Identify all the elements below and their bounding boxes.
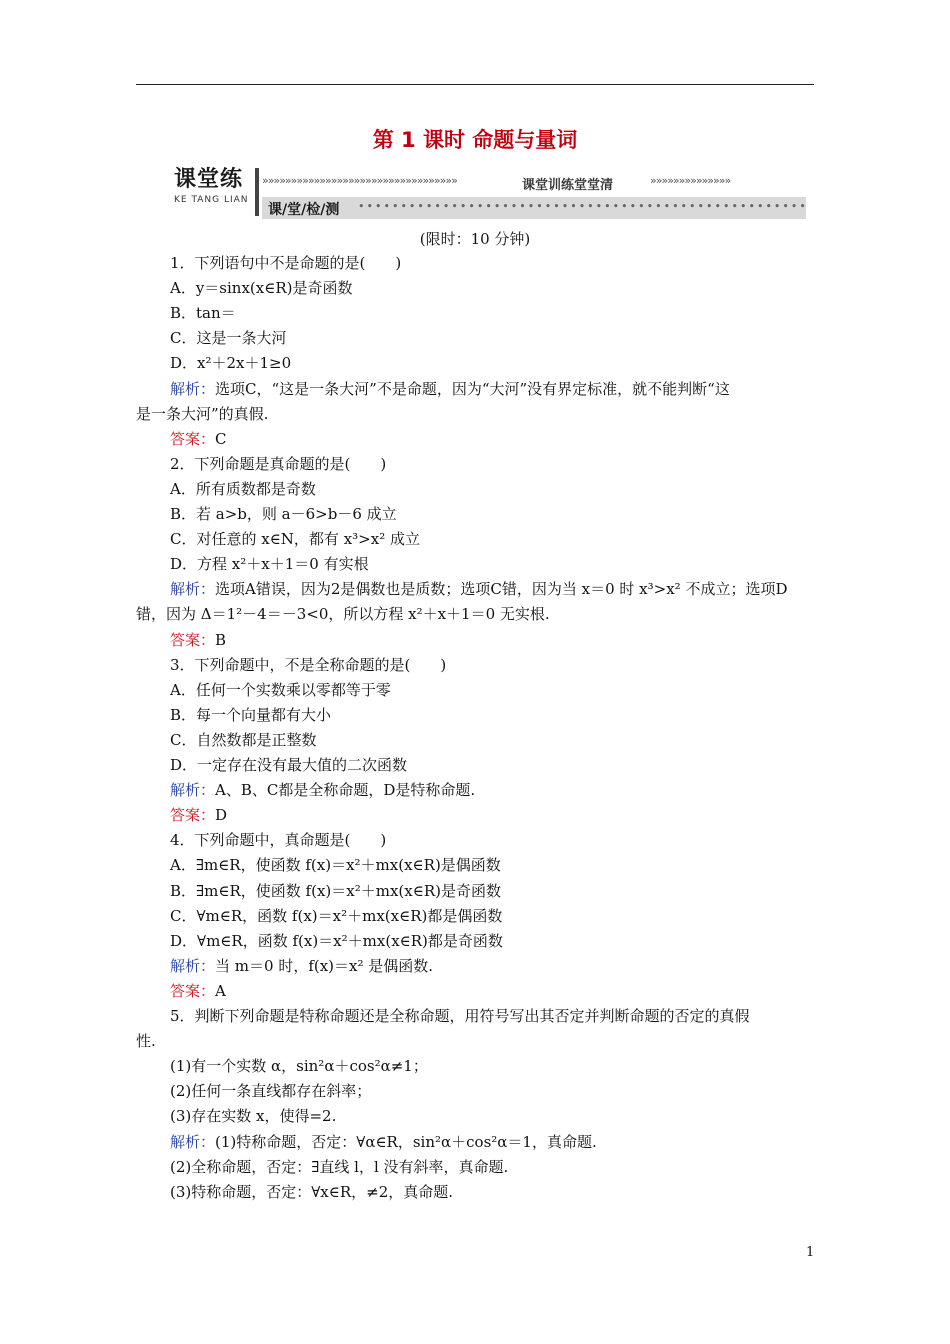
line-text: D．x²＋2x＋1≥0 (170, 354, 292, 373)
line-text: B．∃m∈R，使函数 f(x)＝x²＋mx(x∈R)是奇函数 (170, 881, 501, 900)
time-limit: (限时：10 分钟) (419, 230, 531, 248)
answer-line (170, 429, 227, 449)
answer-label: 答案： (170, 806, 216, 825)
line-text: A．任何一个实数乘以零都等于零 (170, 680, 391, 699)
text-line (170, 755, 407, 775)
answer-label: 答案： (170, 429, 216, 448)
line-text: 5．判断下列命题是特称命题还是全称命题，用符号写出其否定并判断命题的否定的真假 (170, 1007, 750, 1025)
arrow-decoration: »»»»»»»»»»»»»»»»»»»»»»»»»»»»»»»»»» (262, 174, 457, 187)
analysis-line (170, 579, 788, 599)
line-text: A (215, 981, 226, 1000)
line-text: 当 m＝0 时，f(x)＝x² 是偶函数. (215, 956, 434, 975)
line-text: 1．下列语句中不是命题的是( ) (170, 254, 402, 272)
analysis-label: 解析： (170, 1132, 216, 1151)
banner-badge (136, 160, 254, 220)
banner-divider (255, 168, 259, 216)
text-line (170, 730, 316, 750)
line-text: C (215, 429, 227, 448)
page-title: 第 1 课时 命题与量词 (372, 128, 578, 152)
text-line (170, 504, 397, 524)
text-line (136, 604, 550, 624)
text-line (136, 404, 268, 424)
analysis-line (170, 956, 433, 976)
line-text: A．y＝sinx(x∈R)是奇函数 (170, 279, 353, 298)
text-line (170, 855, 501, 875)
answer-line (170, 805, 227, 825)
header-rule (136, 84, 814, 85)
line-text: 3．下列命题中，不是全称命题的是( ) (170, 655, 447, 674)
text-line (136, 1031, 156, 1051)
answer-line (170, 630, 226, 650)
line-text: 是一条大河”的真假. (136, 404, 269, 423)
text-line (170, 705, 331, 725)
line-text: D．∀m∈R，函数 f(x)＝x²＋mx(x∈R)都是奇函数 (170, 931, 503, 950)
text-line (170, 1006, 750, 1026)
dot-decoration: ••••••••••••••••••••••••••••••••••••••••••••••••••••• (358, 200, 808, 213)
line-text: 2．下列命题是真命题的是( ) (170, 454, 387, 473)
line-text: (2)全称命题，否定：∃直线 l，l 没有斜率，真命题. (170, 1157, 509, 1176)
text-line (170, 906, 502, 926)
text-line (170, 479, 316, 499)
answer-label: 答案： (170, 981, 216, 1000)
line-text: 性. (136, 1032, 156, 1051)
line-text: (3)存在实数 x，使得=2. (170, 1107, 337, 1126)
line-text: (1)特称命题，否定：∀α∈R，sin²α＋cos²α＝1，真命题. (215, 1132, 597, 1151)
text-line (170, 680, 391, 700)
line-text: D．方程 x²＋x＋1＝0 有实根 (170, 555, 369, 574)
line-text: C．对任意的 x∈N，都有 x³>x² 成立 (170, 530, 420, 549)
analysis-line (170, 1132, 597, 1152)
line-text: 错，因为 Δ＝1²－4＝－3<0，所以方程 x²＋x＋1＝0 无实根. (136, 605, 550, 624)
text-line (170, 1157, 508, 1177)
text-line (170, 1081, 371, 1101)
line-text: (1)有一个实数 α，sin²α＋cos²α≠1； (170, 1057, 428, 1076)
line-text: B．每一个向量都有大小 (170, 705, 332, 724)
answer-label: 答案： (170, 630, 216, 649)
analysis-label: 解析： (170, 781, 216, 800)
text-line (170, 554, 369, 574)
text-line (170, 328, 286, 348)
text-line (170, 253, 401, 273)
analysis-line (170, 780, 475, 800)
text-line (170, 1106, 336, 1126)
analysis-label: 解析： (170, 379, 216, 398)
line-text: C．这是一条大河 (170, 329, 287, 348)
text-line (170, 931, 503, 951)
banner-strip-label: 课堂训练堂堂清 (516, 174, 619, 193)
line-text: C．自然数都是正整数 (170, 730, 317, 749)
analysis-line (170, 379, 730, 399)
text-line (170, 353, 291, 373)
line-text: (2)任何一条直线都存在斜率； (170, 1082, 372, 1101)
text-line (170, 655, 446, 675)
line-text: 4．下列命题中，真命题是( ) (170, 831, 387, 850)
line-text: B．若 a>b，则 a－6>b－6 成立 (170, 505, 397, 523)
answer-line (170, 981, 226, 1001)
text-line (170, 881, 501, 901)
line-text: (3)特称命题，否定：∀x∈R，≠2，真命题. (170, 1182, 454, 1201)
section-banner (136, 160, 806, 220)
text-line (170, 454, 386, 474)
text-line (170, 529, 420, 549)
banner-substrip-label: 课/堂/检/测 (268, 202, 340, 218)
line-text: A．所有质数都是奇数 (170, 479, 316, 498)
banner-main-label: 课堂练 (174, 167, 244, 192)
arrow-decoration: »»»»»»»»»»»»»» (650, 174, 731, 187)
page-number: 1 (806, 1245, 815, 1260)
banner-substrip (262, 197, 806, 219)
line-text: A、B、C都是全称命题，D是特称命题. (215, 781, 476, 800)
analysis-label: 解析： (170, 580, 216, 599)
line-text: C．∀m∈R，函数 f(x)＝x²＋mx(x∈R)都是偶函数 (170, 906, 503, 925)
analysis-label: 解析： (170, 956, 216, 975)
line-text: 选项A错误，因为2是偶数也是质数；选项C错，因为当 x＝0 时 x³>x² 不成立；选项D (215, 580, 788, 599)
line-text: B．tan＝ (170, 304, 236, 323)
line-text: D．一定存在没有最大值的二次函数 (170, 756, 408, 774)
text-line (170, 1056, 428, 1076)
banner-strip (262, 173, 806, 193)
text-line (170, 278, 352, 298)
text-line (170, 830, 386, 850)
text-line (170, 303, 236, 323)
line-text: D (215, 806, 228, 825)
line-text: B (215, 630, 227, 649)
line-text: 选项C，“这是一条大河”不是命题，因为“大河”没有界定标准，就不能判断“这 (215, 379, 730, 398)
text-line (170, 1182, 453, 1202)
banner-sub-label: KE TANG LIAN (174, 195, 249, 205)
line-text: A．∃m∈R，使函数 f(x)＝x²＋mx(x∈R)是偶函数 (170, 856, 501, 875)
